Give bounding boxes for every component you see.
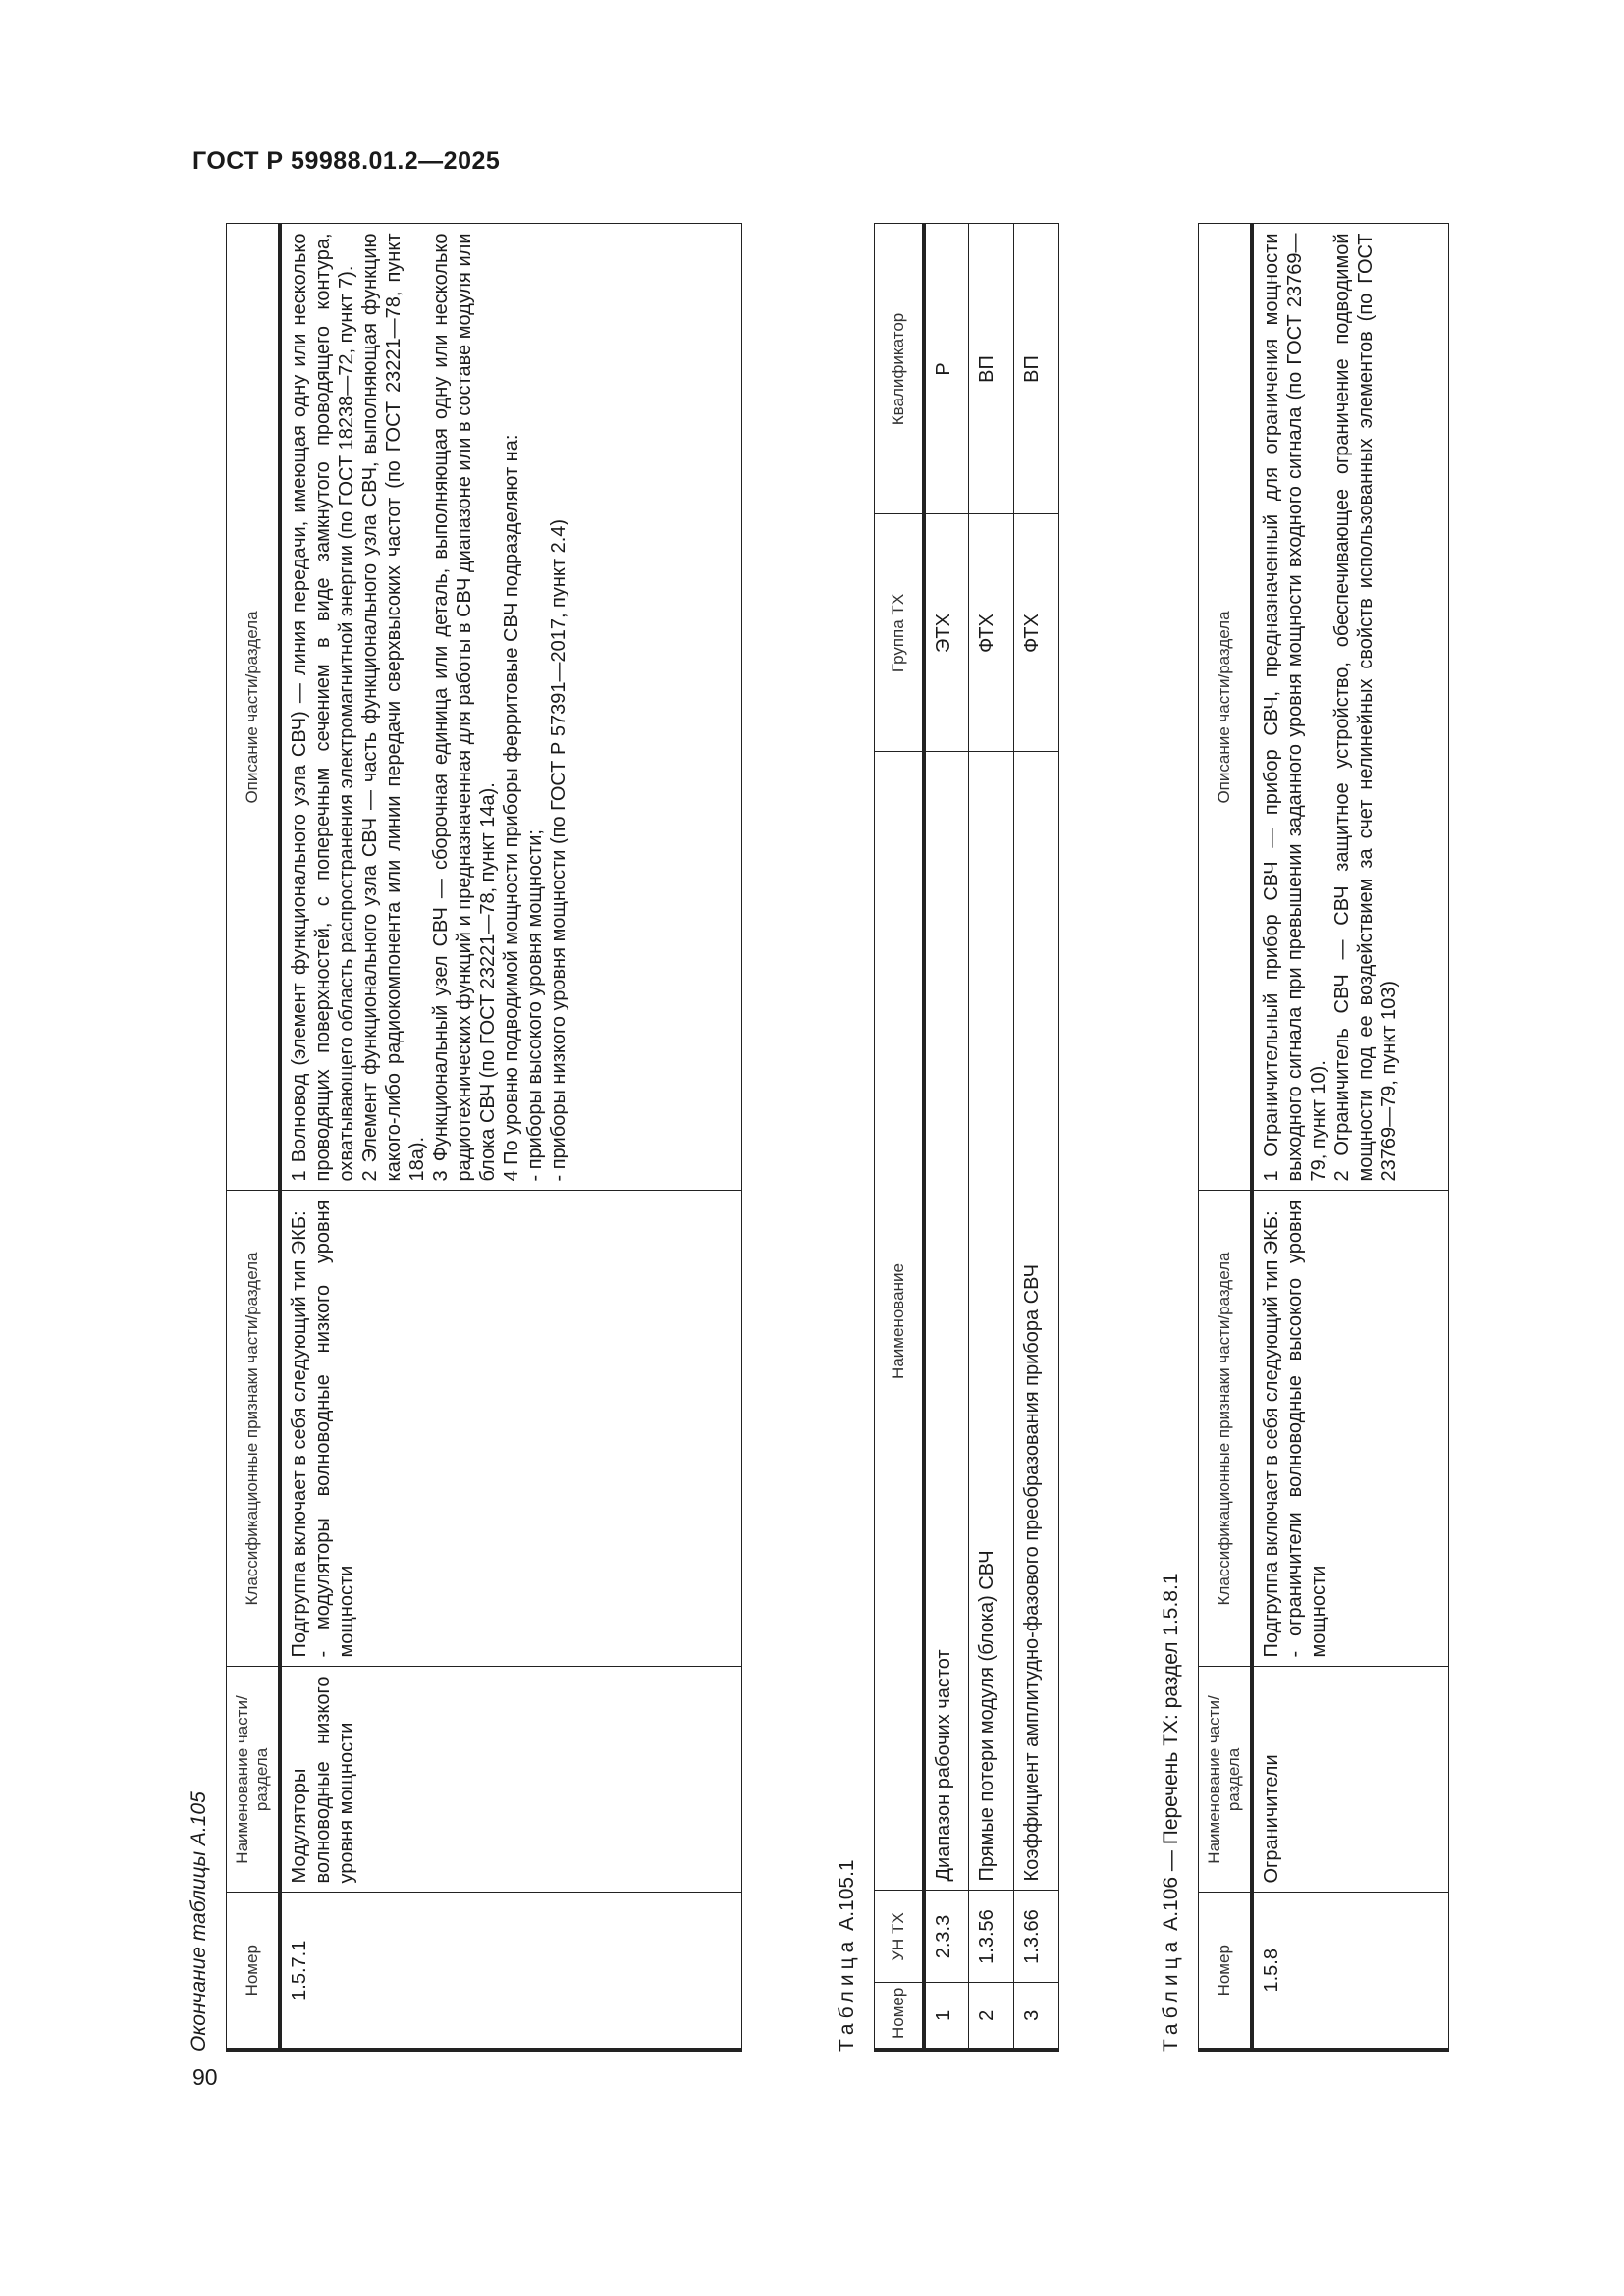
table-a106-caption [1159,224,1198,2053]
table-row [1014,224,1059,2050]
col-header-number: Номер [1199,1893,1253,2050]
description-paragraph: 4 По уровню подводимой мощности приборы ферритовые СВЧ подразделяют на: [501,434,522,1182]
cell-number: 1.5.7.1 [280,1893,741,2050]
caption-prefix: Таблица [836,1936,858,2052]
table-a105-1-block [835,224,1059,2053]
cell-qualifier: Р [924,224,969,514]
cell-un-tx: 2.3.3 [924,1891,969,1983]
cell-number: 1 [924,1983,969,2050]
table-header-row [1199,224,1253,2050]
cell-qualifier: ВП [1014,224,1059,514]
cell-qualifier: ВП [969,224,1014,514]
cell-number: 1.5.8 [1252,1893,1448,2050]
description-paragraph: 1 Ограничительный прибор СВЧ — прибор СВЧ, предназначенный для ограничения мощности выходного сигнала при превышении заданного уровня мощности входного сигнала (по ГОСТ 23769—79, пункт 10). [1261,233,1329,1182]
col-header-name: Наименование [875,752,924,1891]
col-header-description: Описание части/раздела [227,224,281,1191]
cell-group: ЭТХ [924,514,969,752]
caption-prefix: Таблица [1160,1936,1182,2052]
table-a106 [1198,224,1449,2053]
col-header-group: Группа ТХ [875,514,924,752]
col-header-description: Описание части/раздела [1199,224,1253,1191]
cell-features [1252,1191,1448,1667]
features-line: Подгруппа включает в себя следующий тип ЭКБ: [1261,1210,1282,1658]
description-paragraph: 2 Ограничитель СВЧ — СВЧ защитное устройство, обеспечивающее ограничение подводимой мощности под ее воздействием за счет нелинейных свойств использованных элементов (по ГОСТ 23769—79, пункт 103) [1331,233,1400,1182]
col-header-qualifier: Квалификатор [875,224,924,514]
col-header-name: Наименование части/раздела [1199,1667,1253,1893]
col-header-features: Классификационные признаки части/раздела [1199,1191,1253,1667]
document-header: ГОСТ Р 59988.01.2—2025 [192,147,501,175]
description-paragraph: 2 Элемент функционального узла СВЧ — часть функционального узла СВЧ, выполняющая функцию какого-либо радиокомпонента или линии передачи сверхвысоких частот (по ГОСТ 23221—78, пункт 18а). [359,233,428,1182]
cell-name: Модуляторы волноводные низкого уровня мощности [280,1667,741,1893]
page-number: 90 [192,2064,218,2090]
cell-name: Коэффициент амплитудно-фазового преобразования прибора СВЧ [1014,752,1059,1891]
table-row [280,224,741,2050]
table-header-row [227,224,281,2050]
table-a105-1-caption [835,224,874,2053]
cell-features [280,1191,741,1667]
rotated-content [187,226,1492,2052]
cell-number: 2 [969,1983,1014,2050]
table-row [924,224,969,2050]
caption-number: А.105.1 [836,1859,858,1931]
table-row [969,224,1014,2050]
description-paragraph: 3 Функциональный узел СВЧ — сборочная единица или деталь, выполняющая одну или несколько радиотехнических функций и предназначенная для работы в СВЧ диапазоне или в составе модуля или блока СВЧ (по ГОСТ 23221—78, пункт 14а). [430,233,499,1182]
description-paragraph: - приборы высокого уровня мощности; [524,829,546,1182]
col-header-number: Номер [875,1983,924,2050]
col-header-features: Классификационные признаки части/раздела [227,1191,281,1667]
cell-group: ФТХ [1014,514,1059,752]
table-a105-end-caption: Окончание таблицы А.105 [188,1791,210,2052]
table-a105-end [226,224,742,2053]
cell-description [280,224,741,1191]
col-header-name: Наименование части/раздела [227,1667,281,1893]
description-paragraph: - приборы низкого уровня мощности (по ГОСТ Р 57391—2017, пункт 2.4) [548,518,569,1182]
table-header-row [875,224,924,2050]
table-a105-end-block [187,224,742,2053]
table-a106-block [1159,224,1449,2053]
cell-number: 3 [1014,1983,1059,2050]
cell-description [1252,224,1448,1191]
cell-name: Ограничители [1252,1667,1448,1893]
cell-name: Диапазон рабочих частот [924,752,969,1891]
features-line: Подгруппа включает в себя следующий тип ЭКБ: [289,1210,310,1658]
features-line: - модуляторы волноводные низкого уровня мощности [312,1200,357,1658]
cell-un-tx: 1.3.56 [969,1891,1014,1983]
col-header-number: Номер [227,1893,281,2050]
table-a105-1 [874,224,1059,2053]
caption-rest: А.106 — Перечень ТХ: раздел 1.5.8.1 [1160,1573,1182,1931]
features-line: - ограничители волноводные высокого уровня мощности [1284,1200,1329,1658]
cell-un-tx: 1.3.66 [1014,1891,1059,1983]
description-paragraph: 1 Волновод (элемент функционального узла СВЧ) — линия передачи, имеющая одну или несколько проводящих поверхностей, с поперечным сечением в виде замкнутого проводящего контура, охватывающего область распространения электромагнитной энергии (по ГОСТ 18238—72, пункт 7). [289,233,357,1182]
cell-name: Прямые потери модуля (блока) СВЧ [969,752,1014,1891]
col-header-un-tx: УН ТХ [875,1891,924,1983]
table-row [1252,224,1448,2050]
cell-group: ФТХ [969,514,1014,752]
